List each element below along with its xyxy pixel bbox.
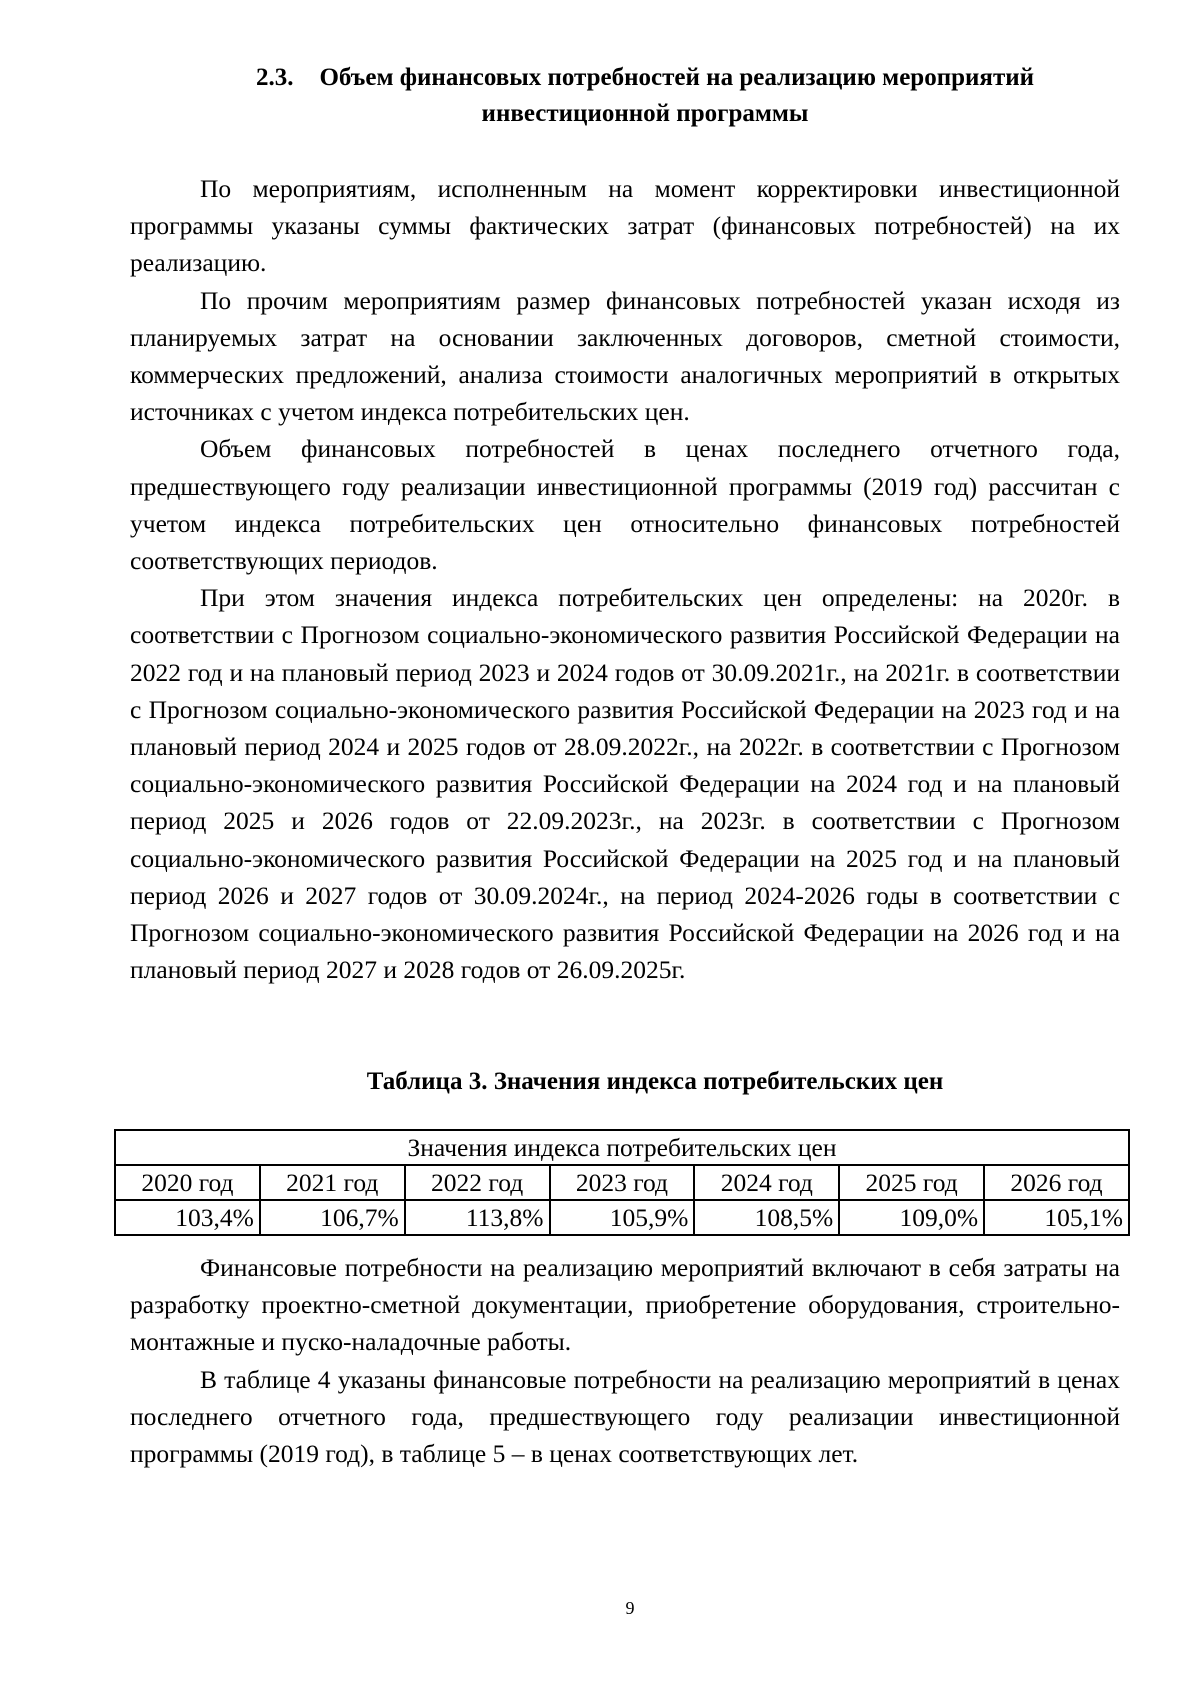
table-header-cell: 2024 год (694, 1165, 839, 1200)
table-cell: 108,5% (694, 1200, 839, 1235)
paragraph: Объем финансовых потребностей в ценах последнего отчетного года, предшествующего году реализации инвестиционной программы (2019 год) рассчитан с учетом индекса потребительских цен относительно финансовых потребностей соответствующих периодов. (130, 434, 1120, 576)
table-cell: 103,4% (115, 1200, 260, 1235)
paragraph: При этом значения индекса потребительских цен определены: на 2020г. в соответствии с Прогнозом социально-экономического развития Российской Федерации на 2022 год и на плановый период 2023 и 2024 годов от 30.09.2021г., на 2021г. в соответствии с Прогнозом социально-экономического развития Российской Федерации на 2023 год и на плановый период 2024 и 2025 годов от 28.09.2022г., на 2022г. в соответствии с Прогнозом социально-экономического развития Российской Федерации на 2024 год и на плановый период 2025 и 2026 годов от 22.09.2023г., на 2023г. в соответствии с Прогнозом социально-экономического развития Российской Федерации на 2025 год и на плановый период 2026 и 2027 годов от 30.09.2024г., на период 2024-2026 годы в соответствии с Прогнозом социально-экономического развития Российской Федерации на 2026 год и на плановый период 2027 и 2028 годов от 26.09.2025г. (130, 583, 1120, 985)
section-heading-line-1 (180, 60, 1110, 96)
table-group-header-row (115, 1130, 1129, 1165)
table-cell: 113,8% (405, 1200, 550, 1235)
table-header-cell: 2022 год (405, 1165, 550, 1200)
table-cell: 106,7% (260, 1200, 405, 1235)
table-cell: 105,1% (984, 1200, 1129, 1235)
section-heading (180, 60, 1110, 132)
body-text-top (130, 170, 1120, 988)
table-header-cell: 2023 год (550, 1165, 695, 1200)
table-row (115, 1200, 1129, 1235)
body-text-bottom (130, 1249, 1120, 1472)
table-header-row (115, 1165, 1129, 1200)
section-title-line-1: Объем финансовых потребностей на реализацию мероприятий (319, 64, 1035, 91)
table-header-cell: 2025 год (839, 1165, 984, 1200)
paragraph: По прочим мероприятиям размер финансовых потребностей указан исходя из планируемых затрат на основании заключенных договоров, сметной стоимости, коммерческих предложений, анализа стоимости аналогичных мероприятий в открытых источниках с учетом индекса потребительских цен. (130, 285, 1120, 427)
paragraph: В таблице 4 указаны финансовые потребности на реализацию мероприятий в ценах последнего отчетного года, предшествующего году реализации инвестиционной программы (2019 год), в таблице 5 – в ценах соответствующих лет. (130, 1364, 1120, 1469)
page-number: 9 (625, 1598, 635, 1618)
section-title-line-2: инвестиционной программы (481, 100, 809, 127)
table-header-cell: 2020 год (115, 1165, 260, 1200)
paragraph: По мероприятиям, исполненным на момент корректировки инвестиционной программы указаны суммы фактических затрат (финансовых потребностей) на их реализацию. (130, 174, 1120, 278)
table-cell: 105,9% (550, 1200, 695, 1235)
table-caption: Таблица 3. Значения индекса потребительских цен (366, 1068, 944, 1095)
section-number: 2.3. (255, 64, 294, 91)
table-cell: 109,0% (839, 1200, 984, 1235)
table-group-header: Значения индекса потребительских цен (115, 1130, 1129, 1165)
cpi-table (114, 1129, 1130, 1236)
table-header-cell: 2021 год (260, 1165, 405, 1200)
table-header-cell: 2026 год (984, 1165, 1129, 1200)
paragraph: Финансовые потребности на реализацию мероприятий включают в себя затраты на разработку проектно-сметной документации, приобретение оборудования, строительно-монтажные и пуско-наладочные работы. (130, 1253, 1120, 1357)
